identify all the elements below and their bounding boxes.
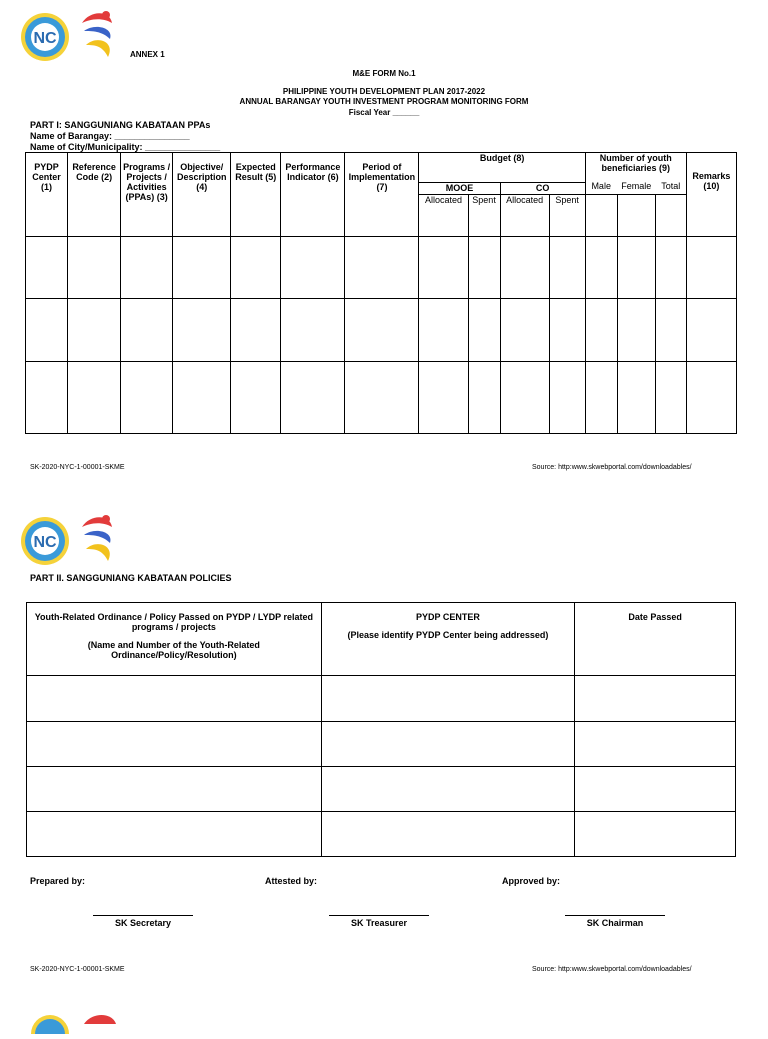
sk-logo — [78, 1010, 122, 1029]
attested-by-label: Attested by: — [265, 876, 318, 886]
col-mooe-spent: Spent — [468, 195, 500, 237]
part-1-heading: PART I: SANGGUNIANG KABATAAN PPAs — [30, 120, 211, 130]
signature-line-secretary[interactable] — [93, 915, 193, 916]
footer-source: Source: http:www.skwebportal.com/downloadables/ — [532, 966, 692, 973]
table-row[interactable] — [26, 237, 737, 299]
col-objective: Objective/ Description (4) — [173, 153, 231, 237]
form-title-2: ANNUAL BARANGAY YOUTH INVESTMENT PROGRAM MONITORING FORM — [239, 97, 529, 106]
col-ppas: Programs / Projects / Activities (PPAs) (3) — [121, 153, 173, 237]
col-budget: Budget (8) — [419, 153, 585, 183]
col-ordinance-note: (Name and Number of the Youth-Related Ordinance/Policy/Resolution) — [87, 640, 260, 660]
table-row[interactable] — [27, 812, 736, 857]
col-total: Total — [655, 181, 686, 223]
form-title-1: PHILIPPINE YOUTH DEVELOPMENT PLAN 2017-2022 — [282, 87, 486, 96]
col-date-passed: Date Passed — [575, 603, 736, 676]
col-mooe: MOOE — [419, 183, 500, 195]
table-row[interactable] — [27, 676, 736, 722]
barangay-field[interactable]: Name of Barangay: _______________ — [30, 131, 190, 141]
sk-logo — [72, 509, 122, 574]
sk-secretary-label: SK Secretary — [114, 918, 172, 928]
col-co-spent: Spent — [549, 195, 585, 237]
signature-line-treasurer[interactable] — [329, 915, 429, 916]
col-pydp-center: PYDP Center (1) — [26, 153, 68, 237]
col-period: Period of Implementation (7) — [345, 153, 419, 237]
city-field[interactable]: Name of City/Municipality: _______________ — [30, 142, 221, 152]
col-remarks: Remarks (10) — [686, 153, 736, 237]
approved-by-label: Approved by: — [502, 876, 561, 886]
fiscal-year: Fiscal Year ______ — [348, 108, 420, 117]
col-pydp-note: (Please identify PYDP Center being addressed) — [347, 630, 549, 640]
table-row[interactable] — [27, 722, 736, 767]
col-youth-beneficiaries: Number of youth beneficiaries (9) — [585, 153, 686, 195]
sk-logo — [72, 5, 122, 70]
form-number: M&E FORM No.1 — [352, 69, 416, 78]
ppa-table — [25, 152, 737, 434]
table-row[interactable] — [27, 767, 736, 812]
col-mooe-allocated: Allocated — [419, 195, 468, 237]
col-pydp-center — [321, 603, 575, 676]
col-pydp-title: PYDP CENTER — [416, 612, 480, 622]
footer-source: Source: http:www.skwebportal.com/downloadables/ — [532, 464, 692, 471]
nc-logo — [20, 516, 70, 571]
col-ordinance — [27, 603, 322, 676]
col-performance-indicator: Performance Indicator (6) — [281, 153, 345, 237]
footer-code: SK-2020-NYC-1-00001-SKME — [30, 464, 125, 471]
sk-chairman-label: SK Chairman — [586, 918, 644, 928]
svg-text:NC: NC — [33, 534, 57, 551]
annex-label: ANNEX 1 — [130, 50, 165, 59]
col-expected-result: Expected Result (5) — [231, 153, 281, 237]
col-female: Female — [617, 181, 655, 223]
part-2-heading: PART II. SANGGUNIANG KABATAAN POLICIES — [30, 573, 232, 583]
nc-logo — [20, 12, 70, 67]
table-row[interactable] — [26, 299, 737, 362]
footer-code: SK-2020-NYC-1-00001-SKME — [30, 966, 125, 973]
prepared-by-label: Prepared by: — [30, 876, 86, 886]
col-co: CO — [500, 183, 585, 195]
col-co-allocated: Allocated — [500, 195, 549, 237]
signature-line-chairman[interactable] — [565, 915, 665, 916]
svg-text:NC: NC — [33, 30, 57, 47]
col-male: Male — [585, 181, 617, 223]
sk-treasurer-label: SK Treasurer — [350, 918, 408, 928]
table-row[interactable] — [26, 362, 737, 434]
col-ordinance-title: Youth-Related Ordinance / Policy Passed on PYDP / LYDP related programs / projects — [34, 612, 313, 632]
col-reference-code: Reference Code (2) — [68, 153, 121, 237]
nc-logo — [30, 1014, 70, 1039]
policies-table — [26, 602, 736, 857]
